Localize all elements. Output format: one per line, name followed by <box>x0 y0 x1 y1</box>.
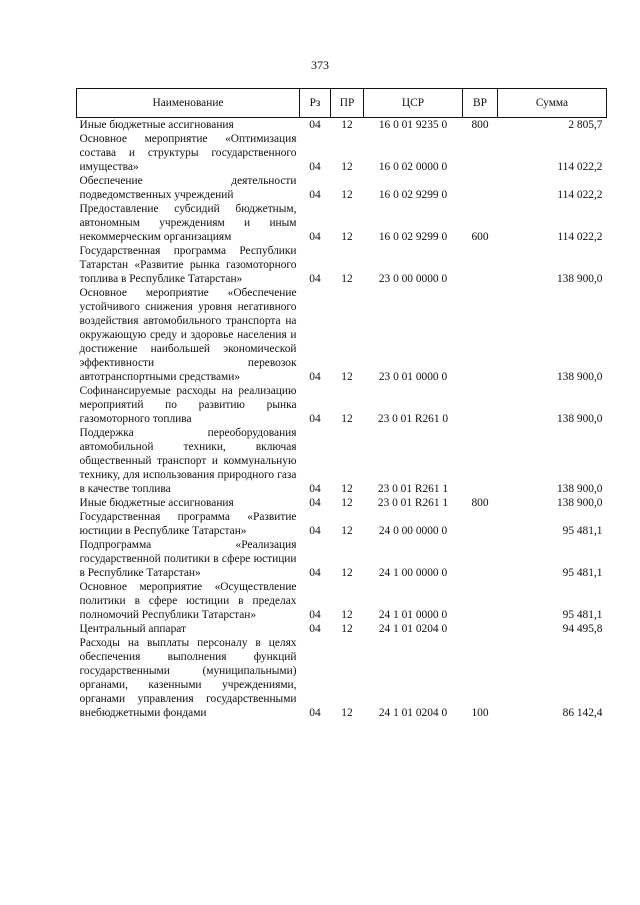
cell-rz: 04 <box>309 609 321 621</box>
cell-vr <box>463 580 498 622</box>
cell-rz: 04 <box>309 119 321 131</box>
cell-name: Обеспечение деятельности подведомственных учреждений <box>79 175 297 201</box>
cell-sum: 138 900,0 <box>556 413 603 425</box>
header-rz: Рз <box>300 89 331 118</box>
table-row <box>77 538 607 580</box>
cell-pr: 12 <box>341 567 353 579</box>
table-row <box>77 622 607 636</box>
cell-csr: 16 0 01 9235 0 <box>378 119 448 131</box>
cell-vr <box>463 286 498 384</box>
cell-sum: 2 805,7 <box>568 119 603 131</box>
cell-pr: 12 <box>341 525 353 537</box>
cell-csr: 23 0 01 R261 1 <box>377 497 449 509</box>
table-row <box>77 636 607 720</box>
page-number: 373 <box>311 58 329 72</box>
cell-pr: 12 <box>341 273 353 285</box>
cell-rz: 04 <box>309 231 321 243</box>
table-row <box>77 132 607 174</box>
cell-rz: 04 <box>309 483 321 495</box>
cell-sum: 94 495,8 <box>562 623 603 635</box>
cell-name: Предоставление субсидий бюджетным, автономным учреждениям и иным некоммерческим организациям <box>79 203 297 243</box>
cell-csr: 23 0 01 R261 1 <box>377 483 449 495</box>
table-body <box>77 118 607 721</box>
header-name: Наименование <box>77 89 300 118</box>
table-row <box>77 286 607 384</box>
cell-name: Расходы на выплаты персоналу в целях обеспечения выполнения функций государственными (муниципальными) органами, казенными учреждениями, органами управления государственными внебюджетными фондами <box>79 637 297 719</box>
cell-pr: 12 <box>341 371 353 383</box>
header-vr: ВР <box>463 89 498 118</box>
cell-name: Основное мероприятие «Оптимизация состава и структуры государственного имущества» <box>79 133 297 173</box>
cell-csr: 16 0 02 9299 0 <box>378 231 448 243</box>
cell-rz: 04 <box>309 707 321 719</box>
cell-vr <box>463 132 498 174</box>
cell-pr: 12 <box>341 707 353 719</box>
cell-rz: 04 <box>309 525 321 537</box>
cell-rz: 04 <box>309 567 321 579</box>
cell-sum: 138 900,0 <box>556 497 603 509</box>
cell-pr: 12 <box>341 231 353 243</box>
cell-pr: 12 <box>341 483 353 495</box>
table-row <box>77 426 607 496</box>
cell-sum: 95 481,1 <box>562 609 603 621</box>
cell-csr: 24 1 00 0000 0 <box>378 567 448 579</box>
cell-rz: 04 <box>309 371 321 383</box>
cell-vr <box>463 538 498 580</box>
cell-vr: 100 <box>471 707 489 719</box>
cell-pr: 12 <box>341 609 353 621</box>
cell-vr <box>463 426 498 496</box>
cell-sum: 138 900,0 <box>556 273 603 285</box>
cell-vr <box>463 244 498 286</box>
table-header <box>77 89 607 118</box>
table-row <box>77 118 607 133</box>
cell-name: Софинансируемые расходы на реализацию мероприятий по развитию рынка газомоторного топлива <box>79 385 297 425</box>
table-row <box>77 174 607 202</box>
cell-vr <box>463 384 498 426</box>
header-csr: ЦСР <box>364 89 463 118</box>
cell-csr: 24 1 01 0204 0 <box>378 707 448 719</box>
cell-name: Иные бюджетные ассигнования <box>79 497 234 509</box>
cell-csr: 24 1 01 0000 0 <box>378 609 448 621</box>
table-row <box>77 580 607 622</box>
cell-name: Основное мероприятие «Обеспечение устойчивого снижения уровня негативного воздействия автомобильного транспорта на окружающую среду и здоровье населения и достижение наибольшей экономической эффективности перевозок автотранспортными средствами» <box>79 287 297 383</box>
cell-name: Поддержка переоборудования автомобильной техники, включая общественный транспорт и коммунальную технику, для использования природного газа в качестве топлива <box>79 427 297 495</box>
cell-csr: 23 0 00 0000 0 <box>378 273 448 285</box>
cell-sum: 114 022,2 <box>557 231 603 243</box>
cell-name: Основное мероприятие «Осуществление политики в сфере юстиции в пределах полномочий Республики Татарстан» <box>79 581 297 621</box>
cell-vr: 600 <box>471 231 489 243</box>
cell-rz: 04 <box>309 413 321 425</box>
cell-csr: 16 0 02 9299 0 <box>378 189 448 201</box>
table-row <box>77 496 607 510</box>
table-row <box>77 244 607 286</box>
cell-sum: 95 481,1 <box>562 567 603 579</box>
table-row <box>77 510 607 538</box>
cell-rz: 04 <box>309 273 321 285</box>
cell-vr: 800 <box>471 497 489 509</box>
cell-csr: 23 0 01 R261 0 <box>377 413 449 425</box>
cell-vr: 800 <box>471 119 489 131</box>
cell-sum: 114 022,2 <box>557 189 603 201</box>
cell-sum: 95 481,1 <box>562 525 603 537</box>
cell-sum: 86 142,4 <box>562 707 603 719</box>
cell-csr: 24 1 01 0204 0 <box>378 623 448 635</box>
cell-vr <box>463 510 498 538</box>
cell-name: Подпрограмма «Реализация государственной политики в сфере юстиции в Республике Татарстан» <box>79 539 297 579</box>
cell-rz: 04 <box>309 623 321 635</box>
cell-pr: 12 <box>341 119 353 131</box>
cell-csr: 16 0 02 0000 0 <box>378 161 448 173</box>
cell-vr <box>463 174 498 202</box>
cell-name: Государственная программа Республики Татарстан «Развитие рынка газомоторного топлива в Республике Татарстан» <box>79 245 297 285</box>
cell-pr: 12 <box>341 189 353 201</box>
cell-rz: 04 <box>309 161 321 173</box>
cell-sum: 138 900,0 <box>556 371 603 383</box>
header-pr: ПР <box>331 89 364 118</box>
cell-pr: 12 <box>341 413 353 425</box>
cell-sum: 114 022,2 <box>557 161 603 173</box>
cell-csr: 24 0 00 0000 0 <box>378 525 448 537</box>
cell-rz: 04 <box>309 189 321 201</box>
table-row <box>77 202 607 244</box>
cell-name: Государственная программа «Развитие юстиции в Республике Татарстан» <box>79 511 297 537</box>
cell-pr: 12 <box>341 497 353 509</box>
cell-name: Центральный аппарат <box>79 623 187 635</box>
cell-pr: 12 <box>341 161 353 173</box>
table-row <box>77 384 607 426</box>
budget-table <box>76 88 607 720</box>
cell-name: Иные бюджетные ассигнования <box>79 119 234 131</box>
cell-vr <box>463 622 498 636</box>
cell-sum: 138 900,0 <box>556 483 603 495</box>
header-sum: Сумма <box>498 89 607 118</box>
cell-rz: 04 <box>309 497 321 509</box>
cell-pr: 12 <box>341 623 353 635</box>
cell-csr: 23 0 01 0000 0 <box>378 371 448 383</box>
